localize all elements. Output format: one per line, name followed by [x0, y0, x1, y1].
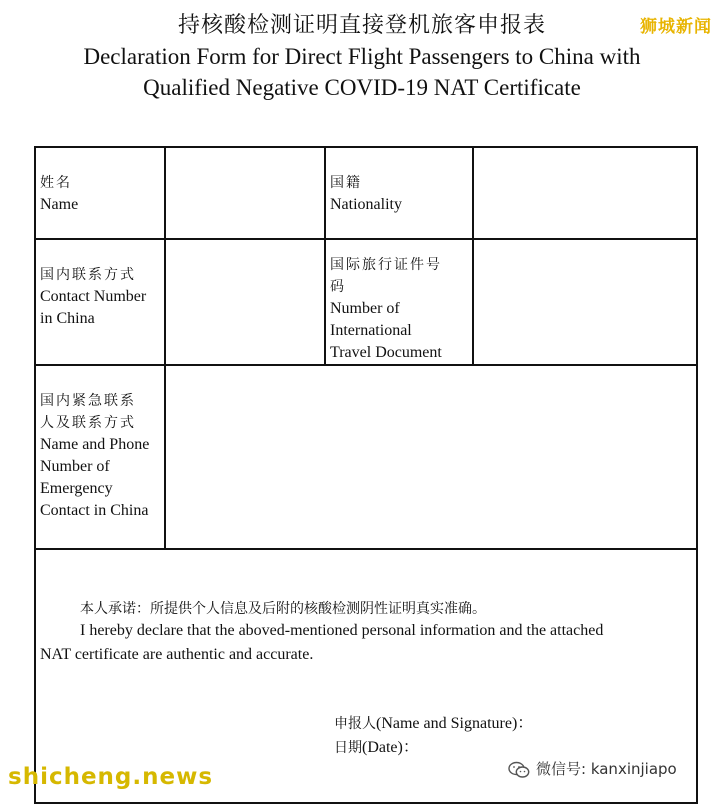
name-label-zh: 姓名	[40, 175, 72, 191]
emergency-label-en-1: Name and Phone	[40, 436, 150, 453]
contact-label-en-1: Contact Number	[40, 288, 147, 305]
travel-doc-input-cell[interactable]	[473, 239, 697, 365]
wechat-icon	[508, 761, 530, 779]
form-title-english-line2: Qualified Negative COVID-19 NAT Certificate	[143, 75, 581, 100]
contact-label-cell	[35, 239, 165, 365]
nationality-label-en: Nationality	[330, 196, 402, 213]
form-title-english-line1: Declaration Form for Direct Flight Passengers to China with	[83, 44, 641, 69]
emergency-label-zh-2: 人及联系方式	[40, 415, 136, 431]
emergency-label-en-4: Contact in China	[40, 502, 149, 519]
contact-label-en-2: in China	[40, 310, 95, 327]
signature-label-zh: 申报人	[334, 716, 376, 732]
nationality-label-cell	[325, 147, 473, 239]
signature-line[interactable]	[334, 710, 533, 733]
name-label-en: Name	[40, 196, 79, 213]
emergency-label-en-2: Number of	[40, 458, 110, 475]
name-label-cell	[35, 147, 165, 239]
travel-doc-label-en-2: International	[330, 322, 412, 339]
travel-doc-label-zh-2: 码	[330, 279, 346, 295]
nationality-label-zh: 国籍	[330, 175, 362, 191]
emergency-label-en-3: Emergency	[40, 480, 113, 497]
signature-label-en: (Name and Signature)：	[376, 715, 534, 732]
form-title-chinese: 持核酸检测证明直接登机旅客申报表	[177, 13, 546, 38]
declaration-text-en-line1: I hereby declare that the aboved-mentioned personal information and the attached	[80, 622, 604, 639]
travel-doc-label-zh-1: 国际旅行证件号	[330, 257, 442, 273]
wechat-id-text: 微信号: kanxinjiapo	[536, 760, 677, 778]
watermark-wechat	[508, 758, 677, 779]
travel-doc-label-en-3: Travel Document	[330, 344, 442, 361]
contact-input-cell[interactable]	[165, 239, 325, 365]
date-label-en: (Date)：	[362, 739, 419, 756]
travel-doc-label-en-1: Number of	[330, 300, 400, 317]
nationality-input-cell[interactable]	[473, 147, 697, 239]
date-label-zh: 日期	[334, 740, 362, 756]
emergency-input-cell[interactable]	[165, 365, 697, 549]
emergency-label-zh-1: 国内紧急联系	[40, 393, 136, 409]
declaration-text-zh: 本人承诺：所提供个人信息及后附的核酸检测阴性证明真实准确。	[80, 601, 486, 617]
declaration-form-table	[34, 146, 698, 804]
travel-doc-label-cell	[325, 239, 473, 365]
date-line[interactable]	[334, 734, 419, 757]
name-input-cell[interactable]	[165, 147, 325, 239]
declaration-text-en-line2: NAT certificate are authentic and accurate.	[40, 646, 314, 663]
watermark-brand-top: 狮城新闻	[640, 17, 712, 37]
watermark-site-url: shicheng.news	[8, 764, 214, 790]
emergency-label-cell	[35, 365, 165, 549]
contact-label-zh: 国内联系方式	[40, 267, 136, 283]
